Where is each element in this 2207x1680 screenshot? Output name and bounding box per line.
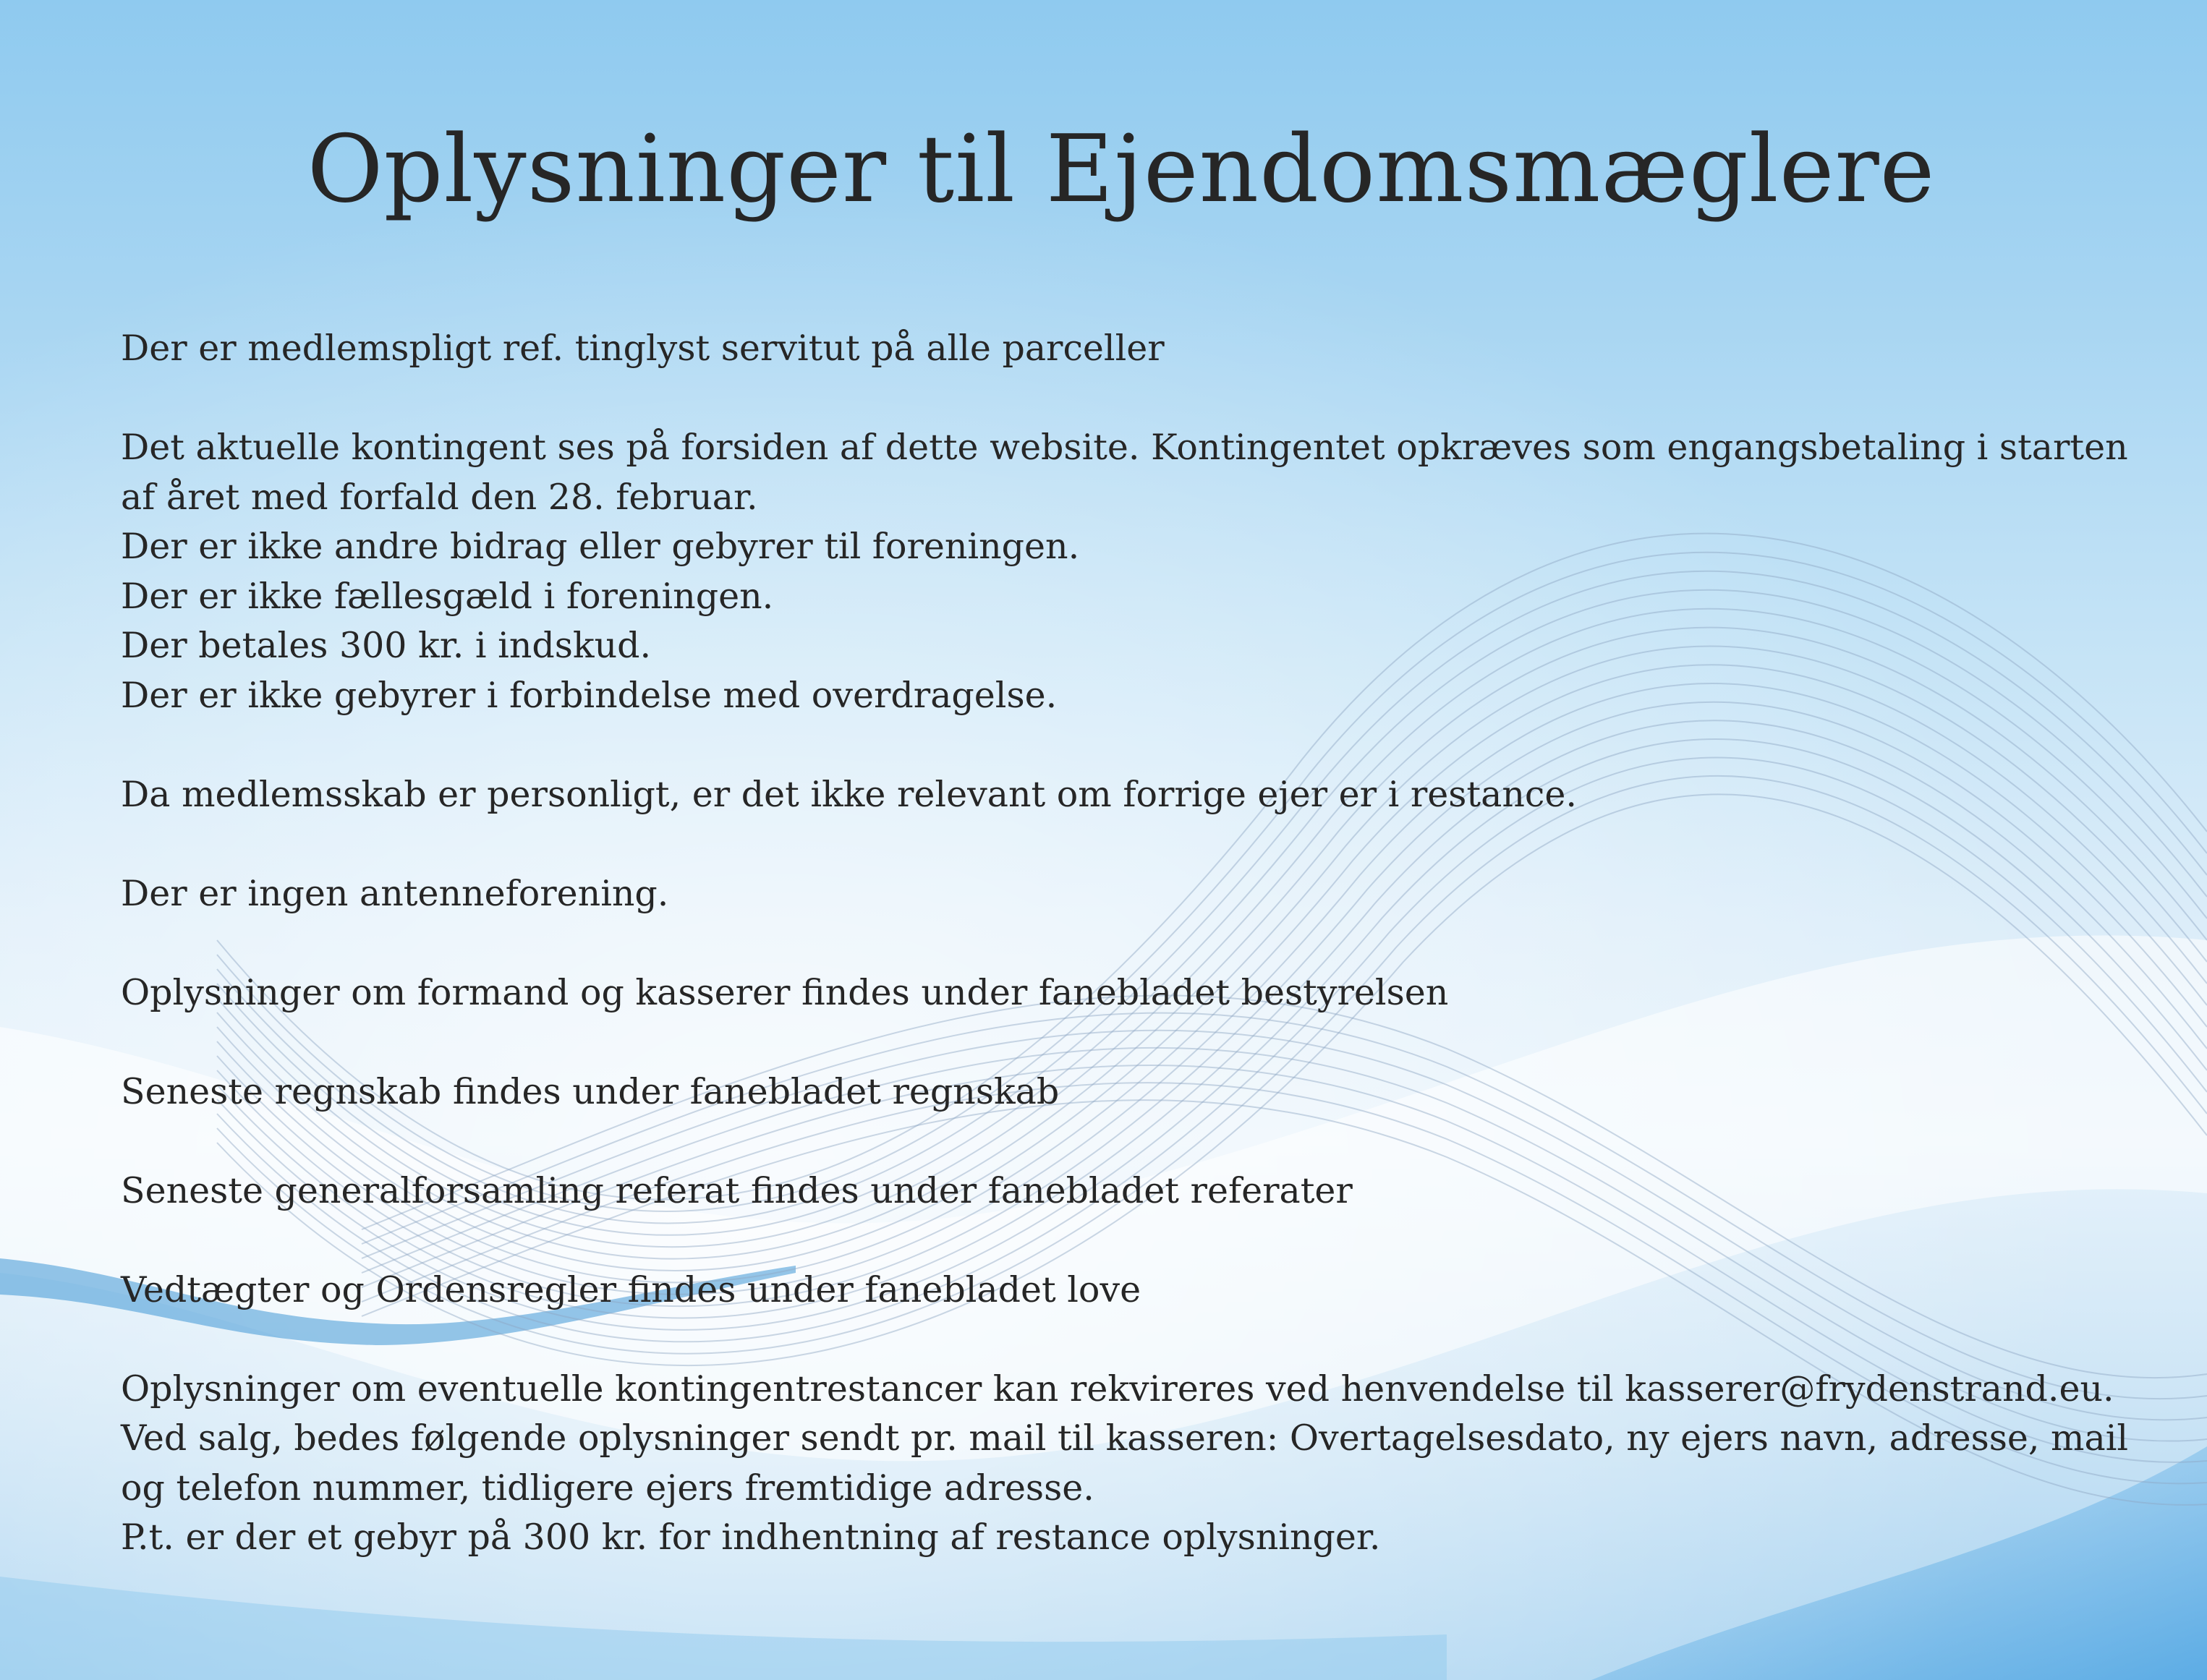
text-line: Da medlemsskab er personligt, er det ikke relevant om forrige ejer er i restance. bbox=[121, 773, 1577, 815]
text-line: Vedtægter og Ordensregler findes under fanebladet love bbox=[121, 1268, 1141, 1310]
page-title: Oplysninger til Ejendomsmæglere bbox=[307, 116, 1936, 223]
text-line: Det aktuelle kontingent ses på forsiden af dette website. Kontingentet opkræves som engangsbetaling i starten bbox=[121, 427, 2128, 468]
paragraph-gap bbox=[121, 1216, 2117, 1266]
text-line: Ved salg, bedes følgende oplysninger sendt pr. mail til kasseren: Overtagelsesdato, ny ejers navn, adresse, mail bbox=[121, 1417, 2129, 1459]
text-line: Der er medlemspligt ref. tinglyst servitut på alle parceller bbox=[121, 328, 1165, 369]
paragraph-gap bbox=[121, 1315, 2117, 1365]
text-line: Seneste regnskab findes under fanebladet regnskab bbox=[121, 1070, 1060, 1112]
paragraph-gap bbox=[121, 1018, 2117, 1067]
text-line: Seneste generalforsamling referat findes under fanebladet referater bbox=[121, 1169, 1353, 1211]
text-line: Der er ingen antenneforening. bbox=[121, 872, 669, 914]
text-line: af året med forfald den 28. februar. bbox=[121, 476, 758, 518]
paragraph-gap bbox=[121, 374, 2117, 424]
paragraph-gap bbox=[121, 819, 2117, 869]
paragraph-gap bbox=[121, 918, 2117, 968]
text-line: Der betales 300 kr. i indskud. bbox=[121, 625, 652, 666]
text-line: Oplysninger om formand og kasserer findes under fanebladet bestyrelsen bbox=[121, 971, 1449, 1013]
text-line: Oplysninger om eventuelle kontingentrestancer kan rekvireres ved henvendelse til kasserer@frydenstrand.eu. bbox=[121, 1368, 2114, 1410]
text-line: og telefon nummer, tidligere ejers fremtidige adresse. bbox=[121, 1467, 1094, 1509]
text-line: P.t. er der et gebyr på 300 kr. for indhentning af restance oplysninger. bbox=[121, 1517, 1381, 1558]
paragraph-gap bbox=[121, 1117, 2117, 1167]
document-body bbox=[121, 324, 2129, 1563]
text-line: Der er ikke fællesgæld i foreningen. bbox=[121, 575, 774, 617]
text-line: Der er ikke gebyrer i forbindelse med overdragelse. bbox=[121, 674, 1058, 716]
text-line: Der er ikke andre bidrag eller gebyrer til foreningen. bbox=[121, 526, 1080, 567]
paragraph-gap bbox=[121, 720, 2117, 770]
